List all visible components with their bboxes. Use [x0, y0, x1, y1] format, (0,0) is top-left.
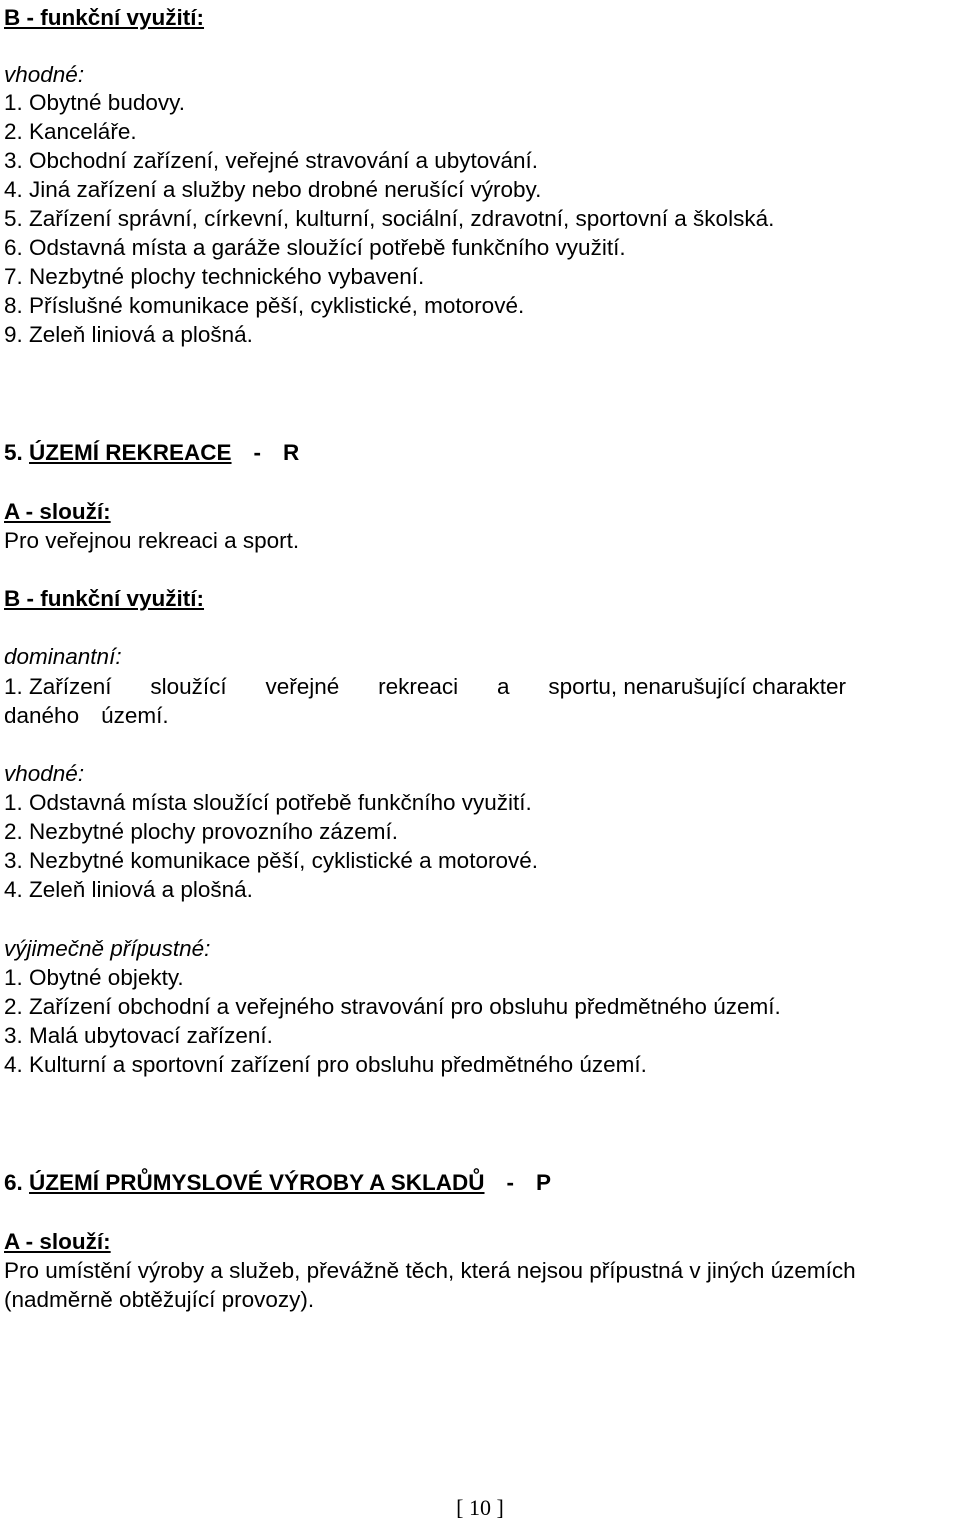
section5-a-heading: A - slouží: [4, 499, 111, 524]
word: území. [101, 703, 169, 728]
list-item: 5. Zařízení správní, církevní, kulturní, sociální, zdravotní, sportovní a školská. [4, 206, 775, 231]
section6-a-text [4, 1256, 856, 1314]
section6-number: 6. [4, 1170, 23, 1195]
dominantni-item-line2 [4, 701, 169, 730]
label-vyjimecne-pripustne: výjimečně přípustné: [4, 936, 211, 961]
page-number: [ 10 ] [456, 1495, 504, 1520]
list-item: 8. Příslušné komunikace pěší, cyklistické, motorové. [4, 293, 525, 318]
section5-title: ÚZEMÍ REKREACE [29, 440, 232, 465]
list-item: 3. Obchodní zařízení, veřejné stravování a ubytování. [4, 148, 539, 173]
word: veřejné [265, 674, 340, 699]
label-vhodne: vhodné: [4, 62, 85, 87]
list-vhodne [4, 88, 774, 349]
list-item: 1. Obytné objekty. [4, 965, 184, 990]
section6-title-row [4, 1168, 551, 1197]
word: a [496, 674, 510, 699]
list-vhodne-r [4, 788, 538, 904]
list-item: 3. Nezbytné komunikace pěší, cyklistické a motorové. [4, 848, 538, 873]
list-item: 2. Zařízení obchodní a veřejného stravování pro obsluhu předmětného území. [4, 994, 781, 1019]
list-item: 6. Odstavná místa a garáže sloužící potřebě funkčního využití. [4, 235, 626, 260]
list-item: 2. Nezbytné plochy provozního zázemí. [4, 819, 398, 844]
list-item: 9. Zeleň liniová a plošná. [4, 322, 253, 347]
word: rekreaci [378, 674, 459, 699]
word: 1. Zařízení [4, 674, 112, 699]
dominantni-item-line1 [4, 672, 846, 701]
word: daného [4, 703, 80, 728]
section5-a-text: Pro veřejnou rekreaci a sport. [4, 528, 300, 553]
list-item: 7. Nezbytné plochy technického vybavení. [4, 264, 425, 289]
section6-dash: - [506, 1170, 514, 1195]
section6-code: P [536, 1170, 552, 1195]
word: sportu, nenarušující charakter [548, 674, 846, 699]
section5-title-row [4, 438, 299, 467]
list-item: 4. Zeleň liniová a plošná. [4, 877, 253, 902]
list-item: 4. Kulturní a sportovní zařízení pro obsluhu předmětného území. [4, 1052, 647, 1077]
list-item: 1. Obytné budovy. [4, 90, 185, 115]
label-vhodne-r: vhodné: [4, 761, 85, 786]
paragraph-line: (nadměrně obtěžující provozy). [4, 1287, 315, 1312]
paragraph-line: Pro umístění výroby a služeb, převážně těch, která nejsou přípustná v jiných územích [4, 1258, 856, 1283]
section6-title: ÚZEMÍ PRŮMYSLOVÉ VÝROBY A SKLADŮ [29, 1170, 485, 1195]
list-item: 4. Jiná zařízení a služby nebo drobné nerušící výroby. [4, 177, 542, 202]
section5-code: R [283, 440, 300, 465]
section-heading-funkcni-vyuziti: B - funkční využití: [4, 5, 205, 30]
label-dominantni: dominantní: [4, 644, 122, 669]
list-vyjimecne [4, 963, 781, 1079]
list-item: 2. Kanceláře. [4, 119, 137, 144]
section5-number: 5. [4, 440, 23, 465]
section5-dash: - [253, 440, 262, 465]
list-item: 3. Malá ubytovací zařízení. [4, 1023, 273, 1048]
section5-b-heading: B - funkční využití: [4, 586, 205, 611]
word: sloužící [150, 674, 227, 699]
list-item: 1. Odstavná místa sloužící potřebě funkčního využití. [4, 790, 532, 815]
section6-a-heading: A - slouží: [4, 1229, 111, 1254]
